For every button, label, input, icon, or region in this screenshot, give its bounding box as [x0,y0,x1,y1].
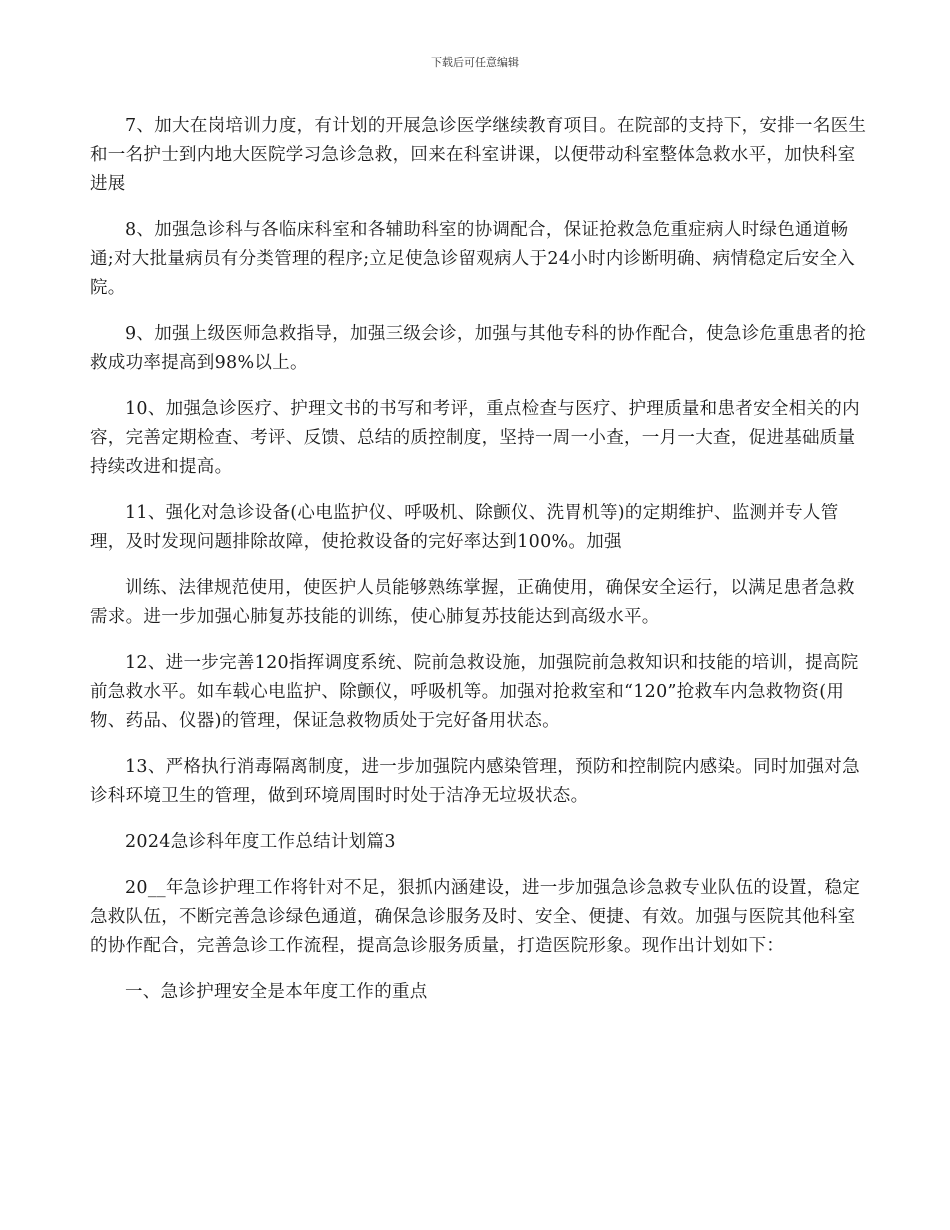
paragraph-13: 13、严格执行消毒隔离制度，进一步加强院内感染管理，预防和控制院内感染。同时加强对急诊科环境卫生的管理，做到环境周围时时处于洁净无垃圾状态。 [90,757,860,806]
subheading-one: 一、急诊护理安全是本年度工作的重点 [125,982,428,1002]
page-header: 下载后可任意编辑 [431,56,519,69]
paragraph-10: 10、加强急诊医疗、护理文书的书写和考评，重点检查与医疗、护理质量和患者安全相关的内容，完善定期检查、考评、反馈、总结的质控制度，坚持一周一小查，一月一大查，促进基础质量持续改进和提高。 [90,399,860,477]
section-heading: 2024急诊科年度工作总结计划篇3 [125,832,396,852]
paragraph-11-continued: 训练、法律规范使用，使医护人员能够熟练掌握，正确使用，确保安全运行，以满足患者急救需求。进一步加强心肺复苏技能的训练，使心肺复苏技能达到高级水平。 [90,578,855,627]
paragraph-8: 8、加强急诊科与各临床科室和各辅助科室的协调配合，保证抢救急危重症病人时绿色通道畅通;对大批量病员有分类管理的程序;立足使急诊留观病人于24小时内诊断明确、病情稳定后安全入院。 [90,220,856,298]
paragraph-7: 7、加大在岗培训力度，有计划的开展急诊医学继续教育项目。在院部的支持下，安排一名医生和一名护士到内地大医院学习急诊急救，回来在科室讲课，以便带动科室整体急救水平，加快科室进展 [90,116,867,194]
paragraph-intro: 20__年急诊护理工作将针对不足，狠抓内涵建设，进一步加强急诊急救专业队伍的设置，稳定急救队伍，不断完善急诊绿色通道，确保急诊服务及时、安全、便捷、有效。加强与医院其他科室的协作配合，完善急诊工作流程，提高急诊服务质量，打造医院形象。现作出计划如下： [90,878,861,956]
paragraph-11: 11、强化对急诊设备(心电监护仪、呼吸机、除颤仪、洗胃机等)的定期维护、监测并专人管理，及时发现问题排除故障，使抢救设备的完好率达到100%。加强 [90,503,839,552]
paragraph-12: 12、进一步完善120指挥调度系统、院前急救设施，加强院前急救知识和技能的培训，提高院前急救水平。如车载心电监护、除颤仪，呼吸机等。加强对抢救室和“120”抢救车内急救物资(用物、药品、仪器)的管理，保证急救物质处于完好备用状态。 [90,653,859,731]
document-body [90,112,870,1024]
paragraph-9: 9、加强上级医师急救指导，加强三级会诊，加强与其他专科的协作配合，使急诊危重患者的抢救成功率提高到98%以上。 [90,324,867,373]
